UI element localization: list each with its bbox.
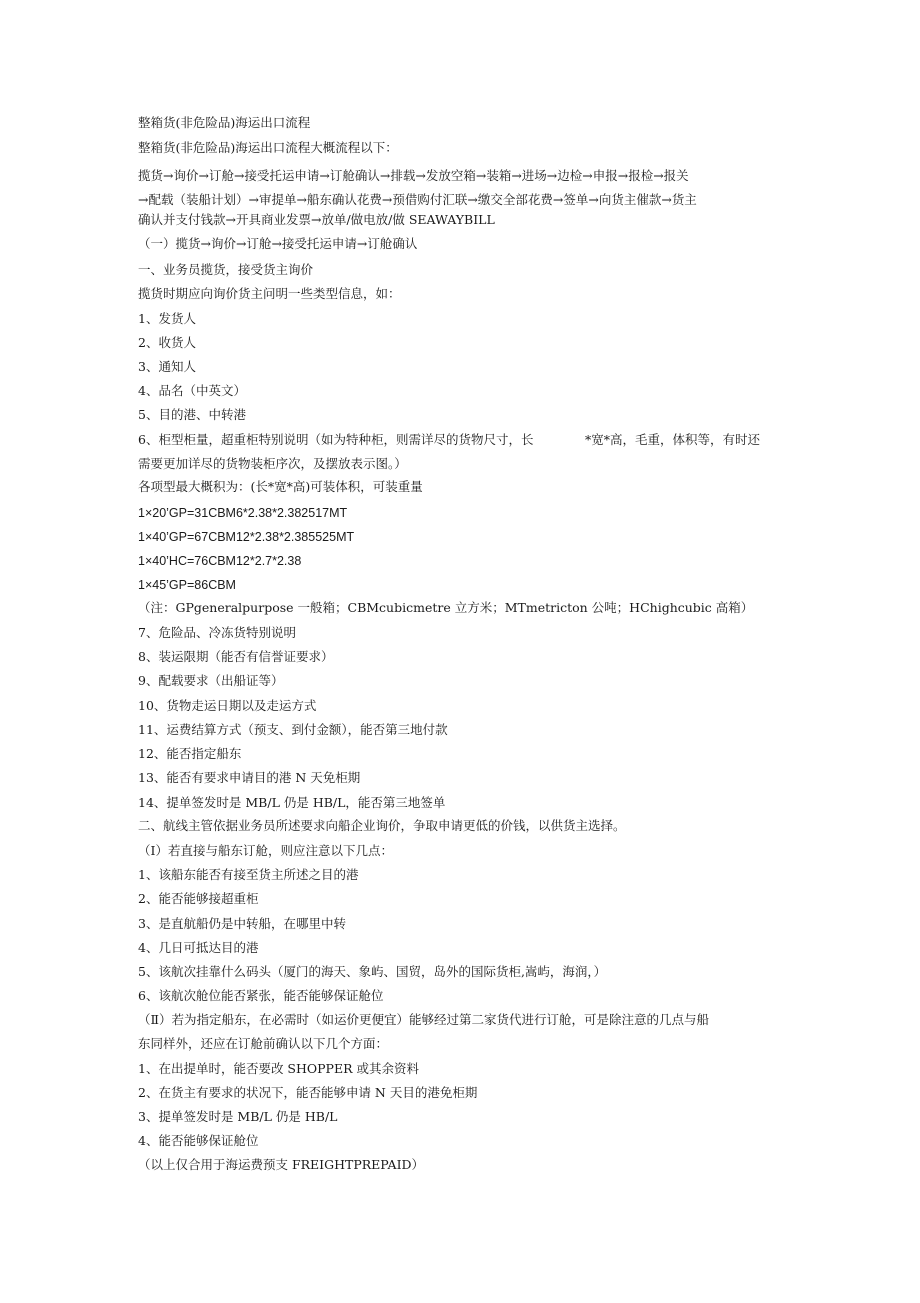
closing-note: （以上仅合用于海运费预支 FREIGHTPREPAID） [138, 1157, 425, 1172]
list-item: 12、能否指定船东 [138, 746, 242, 761]
list-item: 3、是直航船仍是中转船，在哪里中转 [138, 916, 346, 931]
container-spec: 1×45’GP=86CBM [138, 578, 236, 592]
sub-ii-heading: （Ⅱ）若为指定船东，在必需时（如运价更便宜）能够经过第二家货代进行订舱，可是除注意的几点与船 [138, 1012, 709, 1027]
list-item: 14、提单签发时是 MB/L 仍是 HB/L，能否第三地签单 [138, 795, 446, 810]
part-2-heading: 二、航线主管依据业务员所述要求向船企业询价，争取申请更低的价钱，以供货主选择。 [138, 818, 626, 833]
list-item: 2、在货主有要求的状况下，能否能够申请 N 天目的港免柜期 [138, 1085, 478, 1100]
list-item: 10、货物走运日期以及走运方式 [138, 698, 317, 713]
list-item: 3、提单签发时是 MB/L 仍是 HB/L [138, 1109, 338, 1124]
list-item: 1、在出提单时，能否要改 SHOPPER 或其余资料 [138, 1061, 419, 1076]
document-title: 整箱货(非危险品)海运出口流程 [138, 115, 311, 130]
container-spec: 1×40’GP=67CBM12*2.38*2.385525MT [138, 530, 355, 544]
list-item: 4、几日可抵达目的港 [138, 940, 259, 955]
container-spec: 1×20’GP=31CBM6*2.38*2.382517MT [138, 506, 348, 520]
flow-line: 确认并支付钱款→开具商业发票→放单/做电放/做 SEAWAYBILL [138, 212, 495, 227]
list-item: 2、能否能够接超重柜 [138, 891, 259, 906]
part-1-intro: 揽货时期应向询价货主问明一些类型信息，如： [138, 286, 401, 301]
part-1-heading: 一、业务员揽货，接受货主询价 [138, 262, 314, 277]
container-spec: 1×40’HC=76CBM12*2.7*2.38 [138, 554, 302, 568]
sub-i-heading: （Ⅰ）若直接与船东订舱，则应注意以下几点： [138, 843, 393, 858]
list-item: 5、该航次挂靠什么码头（厦门的海天、象屿、国贸，岛外的国际货柜,嵩屿，海润，） [138, 964, 607, 979]
list-item: 1、该船东能否有接至货主所述之目的港 [138, 867, 359, 882]
list-item-6-continuation: 需要更加详尽的货物装柜序次，及摆放表示图。） [138, 456, 407, 471]
sub-ii-continuation: 东同样外，还应在订舱前确认以下几个方面： [138, 1036, 389, 1051]
list-item-6-part-b: *宽*高，毛重，体积等，有时还 [585, 432, 761, 447]
list-item: 6、该航次舱位能否紧张，能否能够保证舱位 [138, 988, 384, 1003]
list-item: 7、危险品、冷冻货特别说明 [138, 625, 296, 640]
list-item: 3、通知人 [138, 359, 196, 374]
list-item: 4、能否能够保证舱位 [138, 1133, 259, 1148]
list-item: 4、品名（中英文） [138, 383, 246, 398]
intro-line: 整箱货(非危险品)海运出口流程大概流程以下： [138, 140, 398, 155]
flow-line: →配载（装船计划）→审提单→船东确认花费→预借购付汇联→缴交全部花费→签单→向货主催款→货主 [138, 192, 697, 207]
list-item: 9、配载要求（出船证等） [138, 673, 284, 688]
flow-line: 揽货→询价→订舱→接受托运申请→订舱确认→排载→发放空箱→装箱→进场→边检→申报→报检→报关 [138, 168, 689, 183]
list-item: 11、运费结算方式（预支、到付金额），能否第三地付款 [138, 722, 448, 737]
list-item: 1、发货人 [138, 311, 196, 326]
list-item: 5、目的港、中转港 [138, 407, 246, 422]
section-1-heading: （一）揽货→询价→订舱→接受托运申请→订舱确认 [138, 236, 418, 251]
abbreviation-note: （注：GPgeneralpurpose 一般箱；CBMcubicmetre 立方米；MTmetricton 公吨；HChighcubic 高箱） [138, 600, 754, 615]
list-item: 2、收货人 [138, 335, 196, 350]
list-item: 13、能否有要求申请目的港 N 天免柜期 [138, 770, 361, 785]
list-item: 8、装运限期（能否有信誉证要求） [138, 649, 334, 664]
list-item-6-part-a: 6、柜型柜量，超重柜特别说明（如为特种柜，则需详尽的货物尺寸，长 [138, 432, 534, 447]
volume-intro: 各项型最大概积为：(长*宽*高)可装体积，可装重量 [138, 479, 423, 494]
